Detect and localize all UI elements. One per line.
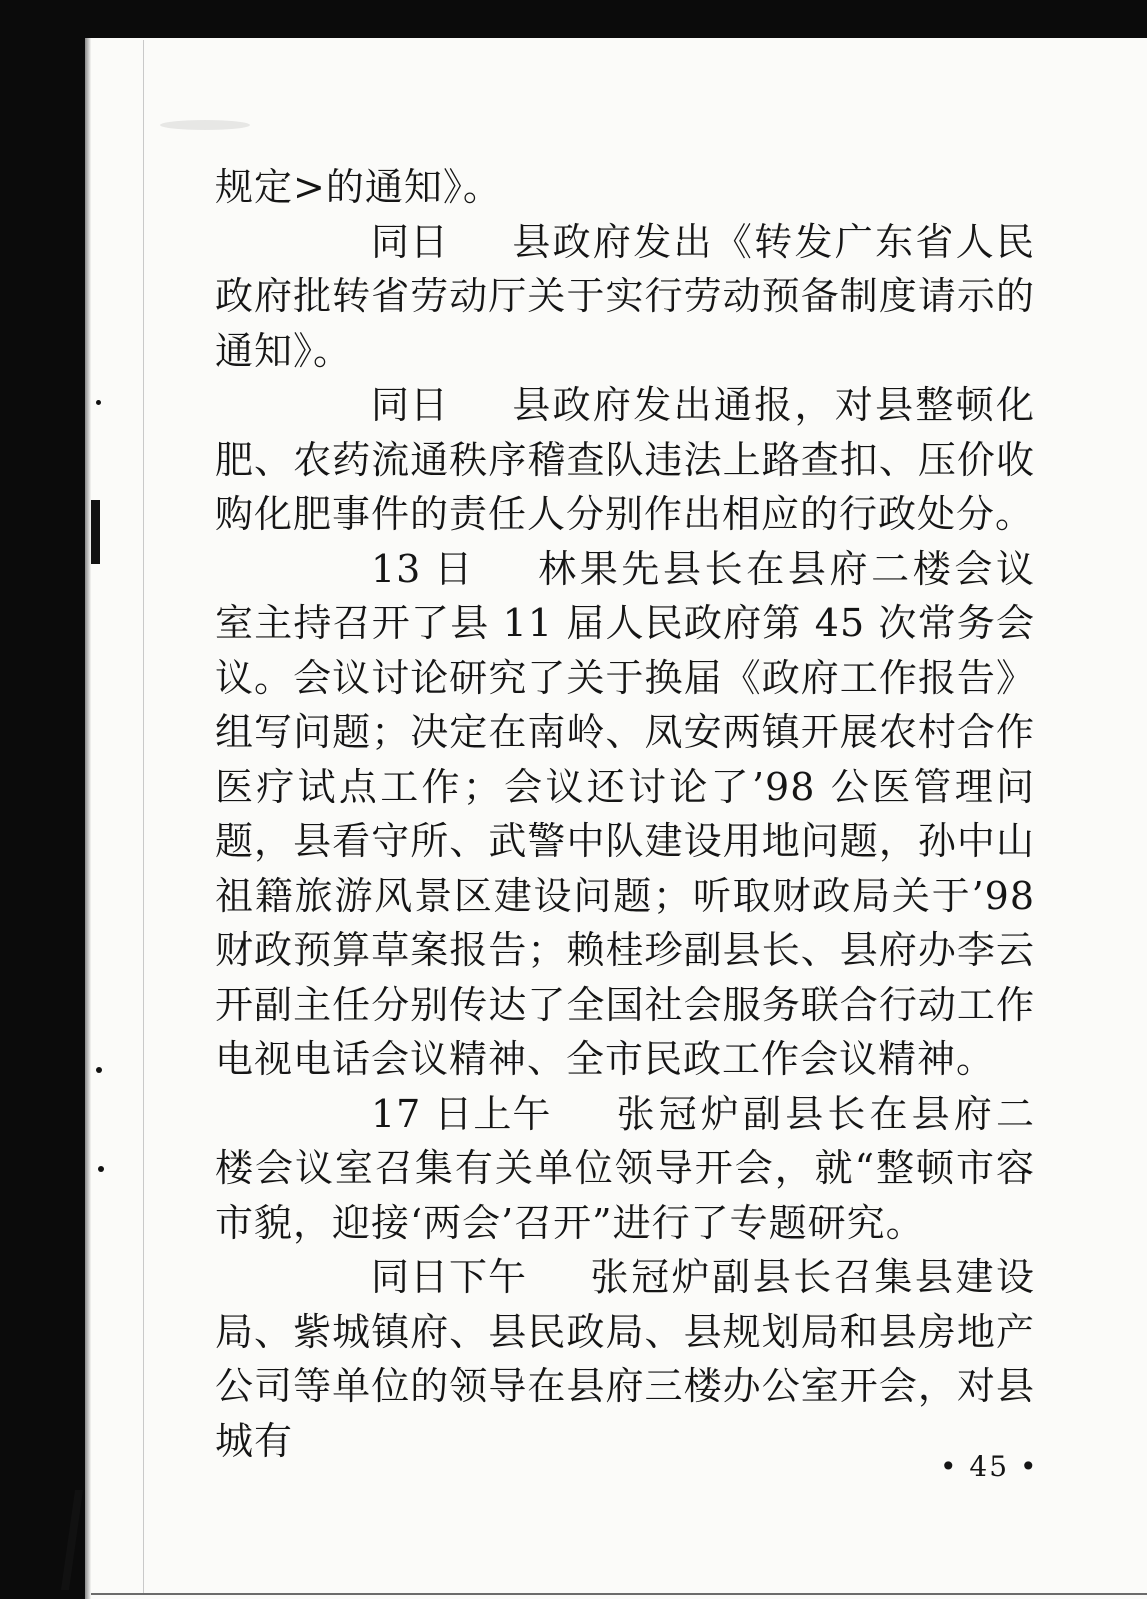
scan-artifact-mark	[91, 500, 100, 564]
paragraph-text: 张冠炉副县长在县府二楼会议室召集有关单位领导开会，就“整顿市容市貌，迎接‘两会’召开”进行了专题研究。	[215, 1091, 1035, 1245]
paragraph	[215, 378, 1035, 542]
entry-date: 同日	[371, 383, 450, 427]
paragraph	[215, 160, 1035, 215]
margin-line	[143, 40, 144, 1595]
document-body	[215, 160, 1035, 1468]
paragraph-text: 县政府发出通报，对县整顿化肥、农药流通秩序稽查队违法上路查扣、压价收购化肥事件的责任人分别作出相应的行政处分。	[215, 383, 1035, 536]
paragraph	[215, 1250, 1035, 1468]
paragraph-text: 规定>的通知》。	[215, 165, 502, 209]
paragraph	[215, 1087, 1035, 1251]
scan-artifact-mark	[96, 1067, 102, 1073]
scan-artifact-mark	[98, 1166, 104, 1172]
entry-date: 13 日	[371, 546, 474, 591]
scan-top-border	[0, 0, 1147, 38]
scan-left-border	[0, 0, 85, 1599]
paragraph-text: 林果先县长在县府二楼会议室主持召开了县 11 届人民政府第 45 次常务会议。会议讨论研究了关于换届《政府工作报告》组写问题；决定在南岭、凤安两镇开展农村合作医疗试点工作；会议还讨论了’98 公医管理问题，县看守所、武警中队建设用地问题，孙中山祖籍旅游风景区建设问题；听取财政局关于’98 财政预算草案报告；赖桂珍副县长、县府办李云开副主任分别传达了全国社会服务联合行动工作电视电话会议精神、全市民政工作会议精神。	[215, 546, 1035, 1081]
bottom-edge-line	[91, 1593, 1147, 1595]
scan-smudge	[160, 120, 250, 130]
entry-date: 同日下午	[371, 1255, 528, 1299]
page-number: • 45 •	[940, 1450, 1039, 1483]
paragraph-text: 县政府发出《转发广东省人民政府批转省劳动厅关于实行劳动预备制度请示的通知》。	[215, 219, 1035, 373]
paragraph	[215, 542, 1035, 1087]
paragraph-text: 张冠炉副县长召集县建设局、紫城镇府、县民政局、县规划局和县房地产公司等单位的领导在县府三楼办公室开会，对县城有	[215, 1255, 1035, 1463]
scan-artifact-mark	[96, 400, 101, 405]
entry-date: 17 日上午	[371, 1091, 552, 1136]
entry-date: 同日	[371, 219, 450, 264]
paragraph	[215, 215, 1035, 379]
